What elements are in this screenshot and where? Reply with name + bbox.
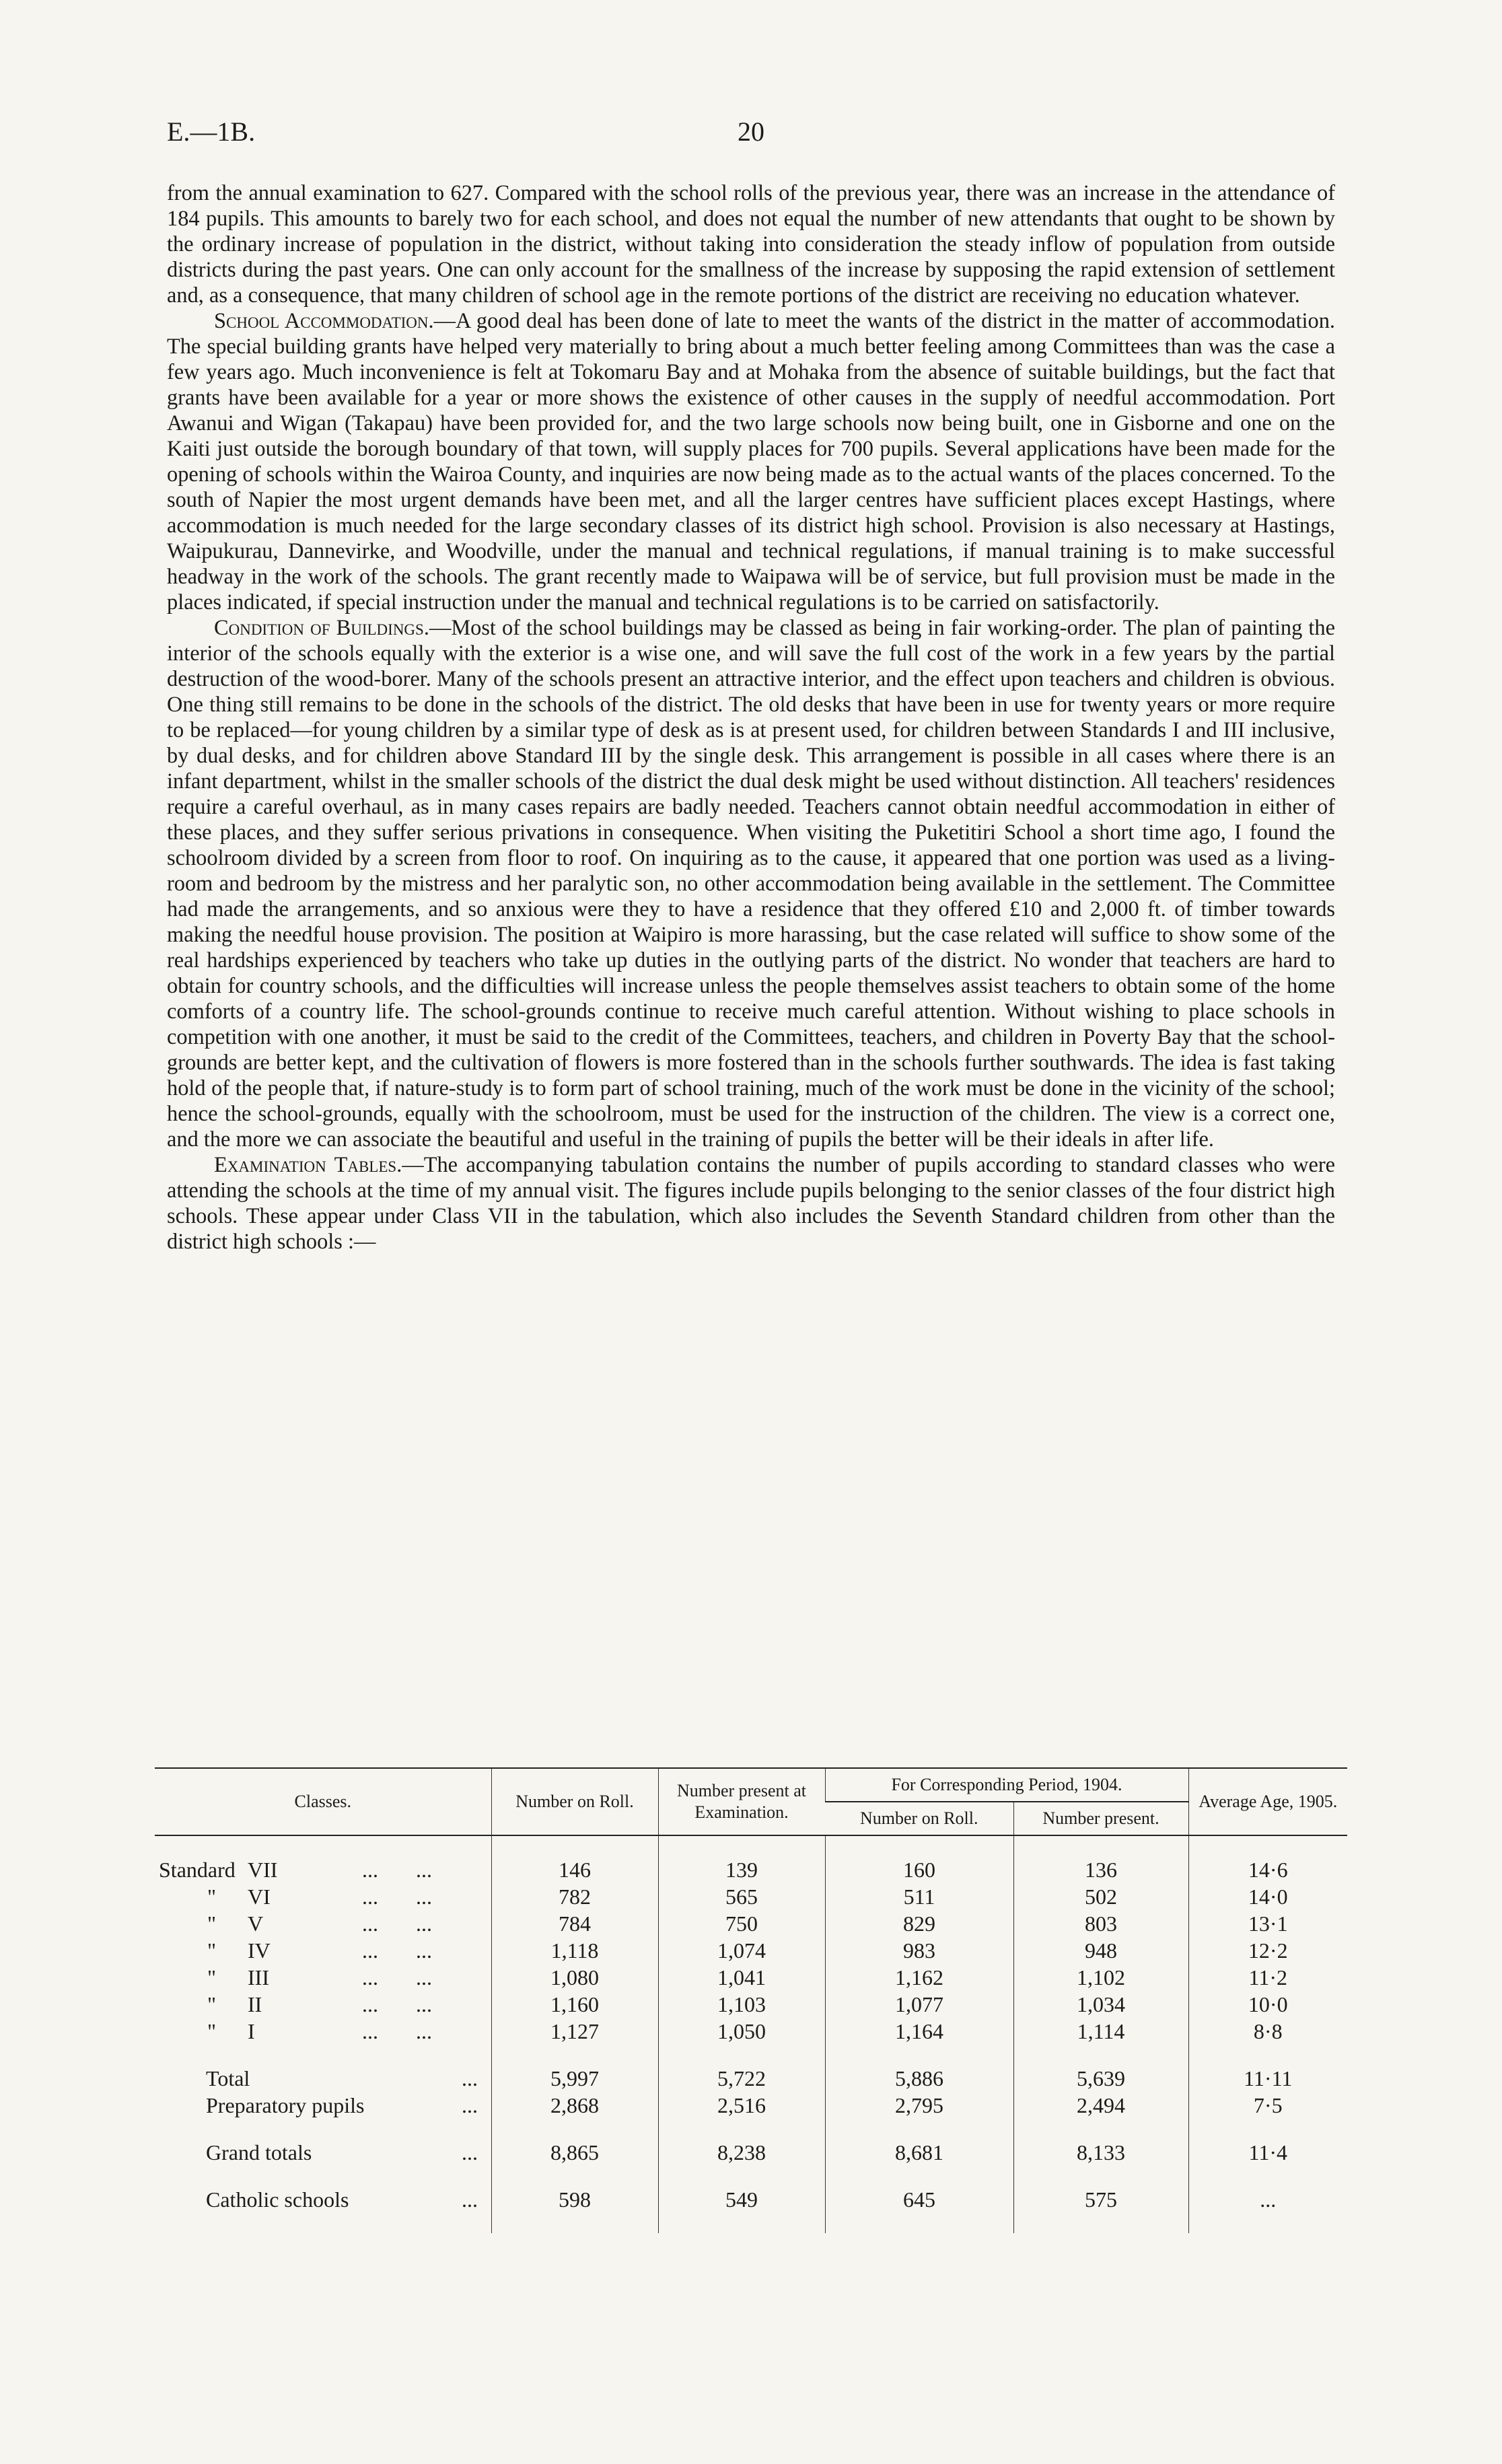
cell-present: 5,722 (658, 2065, 825, 2092)
cell-present-1904: 502 (1013, 1883, 1188, 1910)
class-numeral: IV (248, 1938, 271, 1963)
cell-present-1904: 1,114 (1013, 2018, 1188, 2045)
cell-present-1904: 2,494 (1013, 2092, 1188, 2119)
header-roll: Number on Roll. (491, 1768, 658, 1835)
class-numeral: II (248, 1992, 262, 2016)
class-label (155, 2018, 491, 2045)
row-label-text: Total (206, 2066, 250, 2090)
class-label (155, 1937, 491, 1964)
paragraph (167, 308, 1335, 615)
class-label (155, 1991, 491, 2018)
leader-dots: ... (362, 1965, 378, 1990)
cell-roll: 1,127 (491, 2018, 658, 2045)
cell-present: 549 (658, 2186, 825, 2213)
leader-dots: ... (416, 1911, 432, 1936)
leader-dots: ... (462, 2187, 478, 2212)
paragraph (167, 1152, 1335, 1255)
table-row (155, 1991, 1347, 2018)
cell-present: 1,103 (658, 1991, 825, 2018)
ditto-mark: " (207, 1965, 217, 1990)
cell-age: ... (1188, 2186, 1347, 2213)
ditto-mark: " (207, 1885, 217, 1909)
leader-dots: ... (416, 2019, 432, 2043)
leader-dots: ... (416, 1885, 432, 1909)
cell-present-1904: 1,102 (1013, 1964, 1188, 1991)
cell-present: 565 (658, 1883, 825, 1910)
body-text (167, 180, 1335, 1255)
table-row (155, 1964, 1347, 1991)
cell-roll-1904: 645 (825, 2186, 1013, 2213)
cell-present: 1,050 (658, 2018, 825, 2045)
class-label (155, 1856, 491, 1883)
header-period-roll: Number on Roll. (825, 1802, 1013, 1835)
cell-present: 8,238 (658, 2139, 825, 2166)
cell-roll-1904: 8,681 (825, 2139, 1013, 2166)
leader-dots: ... (416, 1965, 432, 1990)
table-row (155, 2018, 1347, 2045)
cell-present: 139 (658, 1856, 825, 1883)
cell-age: 8·8 (1188, 2018, 1347, 2045)
cell-roll: 1,118 (491, 1937, 658, 1964)
cell-roll-1904: 2,795 (825, 2092, 1013, 2119)
cell-roll: 598 (491, 2186, 658, 2213)
paragraph-text: —The accompanying tabulation contains the number of pupils according to standard classes who were attending the schools at the time of my annual visit. The figures include pupils belonging to the senior classes of the four district high schools. These appear under Class VII in the tabulation, which also includes the Seventh Standard children from other than the district high schools :— (167, 1153, 1336, 1254)
class-label (155, 1883, 491, 1910)
document-reference: E.—1B. (167, 116, 256, 147)
class-numeral: VII (248, 1858, 278, 1882)
ditto-mark: " (207, 2019, 217, 2043)
class-numeral: VI (248, 1885, 271, 1909)
leader-dots: ... (416, 1992, 432, 2016)
row-label-text: Grand totals (206, 2140, 312, 2164)
cell-roll: 2,868 (491, 2092, 658, 2119)
leader-dots: ... (416, 1858, 432, 1882)
row-label (155, 2186, 491, 2213)
cell-age: 12·2 (1188, 1937, 1347, 1964)
section-heading: School Accommodation. (214, 309, 434, 333)
cell-present-1904: 948 (1013, 1937, 1188, 1964)
section-heading: Condition of Buildings. (214, 616, 429, 640)
page-header (167, 116, 1335, 156)
cell-present-1904: 8,133 (1013, 2139, 1188, 2166)
cell-roll-1904: 983 (825, 1937, 1013, 1964)
table-row-preparatory (155, 2092, 1347, 2119)
ditto-mark: " (207, 1992, 217, 2016)
table-row-grand (155, 2139, 1347, 2166)
examination-table (155, 1767, 1347, 2233)
table-row (155, 1910, 1347, 1937)
paragraph (167, 615, 1335, 1152)
header-average-age: Average Age, 1905. (1188, 1768, 1347, 1835)
cell-present-1904: 5,639 (1013, 2065, 1188, 2092)
cell-roll: 784 (491, 1910, 658, 1937)
leader-dots: ... (362, 1885, 378, 1909)
row-label-text: Preparatory pupils (206, 2093, 365, 2117)
class-prefix: Standard (159, 1858, 236, 1882)
cell-age: 13·1 (1188, 1910, 1347, 1937)
paragraph-text: —Most of the school buildings may be classed as being in fair working-order. The plan of painting the interior of the schools equally with the exterior is a wise one, and will save the full cost of the work in a few years by the partial destruction of the wood-borer. Many of the schools present an attractive interior, and the effect upon teachers and children is obvious. One thing still remains to be done in the schools of the district. The old desks that have been in use for twenty years or more require to be replaced—for young children by a similar type of desk as is at present used, for children between Standards I and III inclusive, by dual desks, and for children above Standard III by the single desk. This arrangement is possible in all cases where there is an infant department, whilst in the smaller schools of the district the dual desk might be used without distinction. All teachers' residences require a careful overhaul, as in many cases repairs are badly needed. Teachers cannot obtain needful accommodation in either of these places, and they suffer serious privations in consequence. When visiting the Puketitiri School a short time ago, I found the schoolroom divided by a screen from floor to roof. On inquiring as to the cause, it appeared that one portion was used as a living-room and bedroom by the mistress and her paralytic son, no other accommodation being available in the settlement. The Committee had made the arrangements, and so anxious were they to have a residence that they offered £10 and 2,000 ft. of timber towards making the needful house provision. The position at Waipiro is more harassing, but the case related will suffice to show some of the real hardships experienced by teachers who take up duties in the outlying parts of the district. No wonder that teachers are hard to obtain for country schools, and the difficulties will increase unless the people themselves assist teachers to obtain some of the home comforts of a country life. The school-grounds continue to receive much careful attention. Without wishing to place schools in competition with one another, it must be said to the credit of the Committees, teachers, and children in Poverty Bay that the school-grounds are better kept, and the cultivation of flowers is more fostered than in the schools further southwards. The idea is fast taking hold of the people that, if nature-study is to form part of school training, much of the work must be done in the vicinity of the school; hence the school-grounds, equally with the schoolroom, must be used for the instruction of the children. The view is a correct one, and the more we can associate the beautiful and useful in the training of pupils the better will be their ideals in after life. (167, 616, 1335, 1152)
page-number: 20 (738, 116, 764, 147)
class-numeral: III (248, 1965, 269, 1990)
section-heading: Examination Tables. (214, 1153, 402, 1177)
paragraph-text: —A good deal has been done of late to meet the wants of the district in the matter of accommodation. The special building grants have helped very materially to bring about a much better feeling among Committees than was the case a few years ago. Much inconvenience is felt at Tokomaru Bay and at Mohaka from the absence of suitable buildings, but the fact that grants have been available for a year or more shows the existence of other causes in the supply of needful accommodation. Port Awanui and Wigan (Takapau) have been provided for, and the two large schools now being built, one in Gisborne and one on the Kaiti just outside the borough boundary of that town, will supply places for 700 pupils. Several applications have been made for the opening of schools within the Wairoa County, and inquiries are now being made as to the actual wants of the places concerned. To the south of Napier the most urgent demands have been met, and all the larger centres have sufficient places except Hastings, where accommodation is much needed for the large secondary classes of its district high school. Provision is also necessary at Hastings, Waipukurau, Dannevirke, and Woodville, under the manual and technical regulations, if manual training is to make successful headway in the work of the schools. The grant recently made to Waipawa will be of service, but full provision must be made in the places indicated, if special instruction under the manual and technical regulations is to be carried on satisfactorily. (167, 309, 1335, 614)
cell-roll: 5,997 (491, 2065, 658, 2092)
row-label (155, 2139, 491, 2166)
table-row (155, 1937, 1347, 1964)
cell-roll: 1,080 (491, 1964, 658, 1991)
cell-present-1904: 136 (1013, 1856, 1188, 1883)
paragraph (167, 180, 1335, 308)
cell-roll: 782 (491, 1883, 658, 1910)
table-row (155, 1856, 1347, 1883)
leader-dots: ... (362, 2019, 378, 2043)
cell-present-1904: 575 (1013, 2186, 1188, 2213)
row-label-text: Catholic schools (206, 2187, 349, 2212)
cell-roll-1904: 160 (825, 1856, 1013, 1883)
class-label (155, 1964, 491, 1991)
cell-present: 1,041 (658, 1964, 825, 1991)
cell-age: 11·11 (1188, 2065, 1347, 2092)
header-period-present: Number present. (1013, 1802, 1188, 1835)
cell-age: 14·0 (1188, 1883, 1347, 1910)
header-present: Number present at Examination. (658, 1768, 825, 1835)
cell-roll: 1,160 (491, 1991, 658, 2018)
paragraph-text: from the annual examination to 627. Compared with the school rolls of the previous year, there was an increase in the attendance of 184 pupils. This amounts to barely two for each school, and does not equal the number of new attendants that ought to be shown by the ordinary increase of population in the district, without taking into consideration the steady inflow of population from outside districts during the past years. One can only account for the smallness of the increase by supposing the rapid extension of settlement and, as a consequence, that many children of school age in the remote portions of the district are receiving no education whatever. (167, 181, 1335, 308)
leader-dots: ... (362, 1938, 378, 1963)
cell-present-1904: 1,034 (1013, 1991, 1188, 2018)
table-row (155, 1883, 1347, 1910)
ditto-mark: " (207, 1911, 217, 1936)
cell-roll-1904: 1,162 (825, 1964, 1013, 1991)
header-period-1904: For Corresponding Period, 1904. (825, 1768, 1188, 1802)
leader-dots: ... (462, 2093, 478, 2117)
leader-dots: ... (362, 1992, 378, 2016)
cell-roll-1904: 5,886 (825, 2065, 1013, 2092)
class-numeral: I (248, 2019, 255, 2043)
header-classes: Classes. (155, 1768, 491, 1835)
leader-dots: ... (416, 1938, 432, 1963)
cell-present: 750 (658, 1910, 825, 1937)
row-label (155, 2065, 491, 2092)
cell-present: 2,516 (658, 2092, 825, 2119)
cell-age: 10·0 (1188, 1991, 1347, 2018)
row-label (155, 2092, 491, 2119)
cell-present: 1,074 (658, 1937, 825, 1964)
cell-roll-1904: 1,164 (825, 2018, 1013, 2045)
cell-age: 14·6 (1188, 1856, 1347, 1883)
cell-age: 11·2 (1188, 1964, 1347, 1991)
table-body (155, 1835, 1347, 2233)
ditto-mark: " (207, 1938, 217, 1963)
table-row-catholic (155, 2186, 1347, 2213)
class-label (155, 1910, 491, 1937)
leader-dots: ... (362, 1858, 378, 1882)
cell-age: 7·5 (1188, 2092, 1347, 2119)
cell-roll-1904: 829 (825, 1910, 1013, 1937)
cell-roll-1904: 1,077 (825, 1991, 1013, 2018)
cell-present-1904: 803 (1013, 1910, 1188, 1937)
cell-roll: 8,865 (491, 2139, 658, 2166)
leader-dots: ... (462, 2140, 478, 2164)
table-row-total (155, 2065, 1347, 2092)
class-numeral: V (248, 1911, 264, 1936)
leader-dots: ... (362, 1911, 378, 1936)
cell-roll: 146 (491, 1856, 658, 1883)
leader-dots: ... (462, 2066, 478, 2090)
cell-roll-1904: 511 (825, 1883, 1013, 1910)
cell-age: 11·4 (1188, 2139, 1347, 2166)
